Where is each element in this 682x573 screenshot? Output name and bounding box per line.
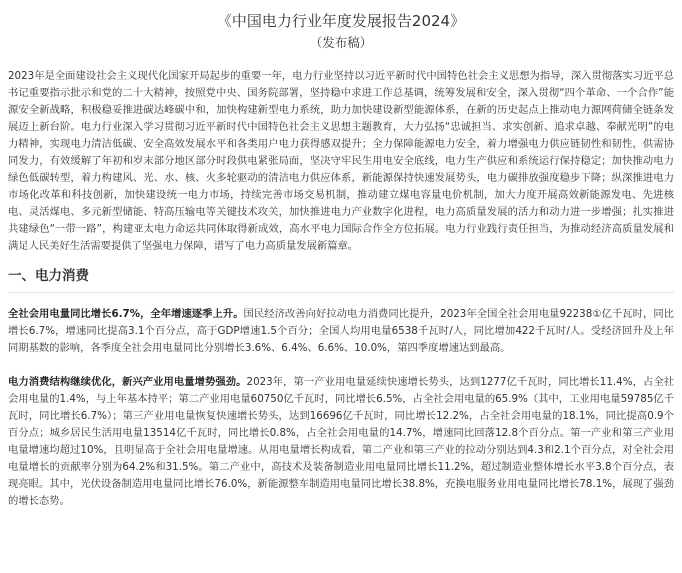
section-divider [8, 292, 674, 293]
page-title: 《中国电力行业年度发展报告2024》 [216, 12, 466, 30]
section-heading: 一、电力消费 [8, 268, 89, 284]
consumption-paragraph-2 [8, 374, 674, 510]
paragraph-lead: 全社会用电量同比增长6.7%，全年增速逐季上升。 [8, 308, 244, 320]
paragraph-body: 国民经济改善向好拉动电力消费同比提升，2023年全国全社会用电量92238①亿千瓦时，同比增长6.7%，增速同比提高3.1个百分点，高于GDP增速1.5个百分；全国人均用电量6538千瓦时/人，同比增加422千瓦时/人。受经济回升及上年同期基数的影响，各季度全社会用电量同比分别增长3.6%、6.4%、6.6%、10.0%，第四季度增速达到最高。 [8, 308, 674, 354]
intro-paragraph: 2023年是全面建设社会主义现代化国家开局起步的重要一年，电力行业坚持以习近平新时代中国特色社会主义思想为指导，深入贯彻落实习近平总书记重要指示批示和党的二十大精神，按照党中央、国务院部署，坚持稳中求进工作总基调，统筹发展和安全，深入贯彻“四个革命、一个合作”能源安全新战略，积极稳妥推进碳达峰碳中和，加快构建新型电力系统，助力加快建设新型能源体系，在新的历史起点上推动电力源网荷储全链条发展迈上新台阶。电力行业深入学习贯彻习近平新时代中国特色社会主义思想主题教育，大力弘扬“忠诚担当、求实创新、追求卓越、奉献光明”的电力精神，实现电力清洁低碳、安全高效发展水平和各类用户电力获得感双提升；全力保障能源电力安全，着力增强电力供应链韧性和韧性，供需协同发力，有效缓解了年初和岁末部分地区部分时段供电紧张局面，坚决守牢民生用电安全底线，电力生产供应和系统运行保持稳定；加快推动电力绿色低碳转型，着力构建风、光、水、核、火多轮驱动的清洁电力供应体系，新能源保持快速发展势头，电力碳排放强度稳步下降；纵深推进电力市场化改革和科技创新，加快建设统一电力市场，持续完善市场交易机制，推动建立煤电容量电价机制，加大力度开展高效新能源发电、先进核电、灵活煤电、多元新型储能、特高压输电等关键技术攻关，加快推进电力产业数字化进程，电力高质量发展的活力和动力进一步增强；扎实推进共建绿色“一带一路”，构建亚太电力命运共同体取得新成效，高水平电力国际合作全方位拓展。电力行业践行责任担当，为推动经济高质量发展和满足人民美好生活需要提供了坚强电力保障，谱写了电力高质量发展新篇章。 [8, 70, 674, 252]
paragraph-lead: 电力消费结构继续优化，新兴产业用电量增势强劲。 [8, 376, 247, 388]
paragraph-body: 2023年，第一产业用电量延续快速增长势头，达到1277亿千瓦时，同比增长11.4%，占全社会用电量的1.4%，与上年基本持平；第二产业用电量60750亿千瓦时，同比增长6.5%，占全社会用电量的65.9%（其中，工业用电量59785亿千瓦时，同比增长6.7%）；第三产业用电量恢复快速增长势头，达到16696亿千瓦时，同比增长12.2%，占全社会用电量的18.1%，同比提高0.9个百分点；城乡居民生活用电量13514亿千瓦时，同比增长0.8%，占全社会用电量的14.7%，增速同比回落12.8个百分点。第一产业和第三产业用电量增速均超过10%，且明显高于全社会用电量增速。从用电量增长构成看，第二产业和第三产业的拉动分别达到4.3和2.1个百分点，对全社会用电量增长的贡献率分别为64.2%和31.5%。第二产业中，高技术及装备制造业用电量同比增长11.2%，超过制造业整体增长水平3.8个百分点，表现亮眼。其中，光伏设备制造用电量同比增长76.0%，新能源整车制造用电量同比增长38.8%，充换电服务业用电量同比增长78.1%，展现了强劲的增长态势。 [8, 376, 674, 507]
page-subtitle: （发布稿） [309, 35, 373, 50]
consumption-paragraph-1 [8, 306, 674, 357]
